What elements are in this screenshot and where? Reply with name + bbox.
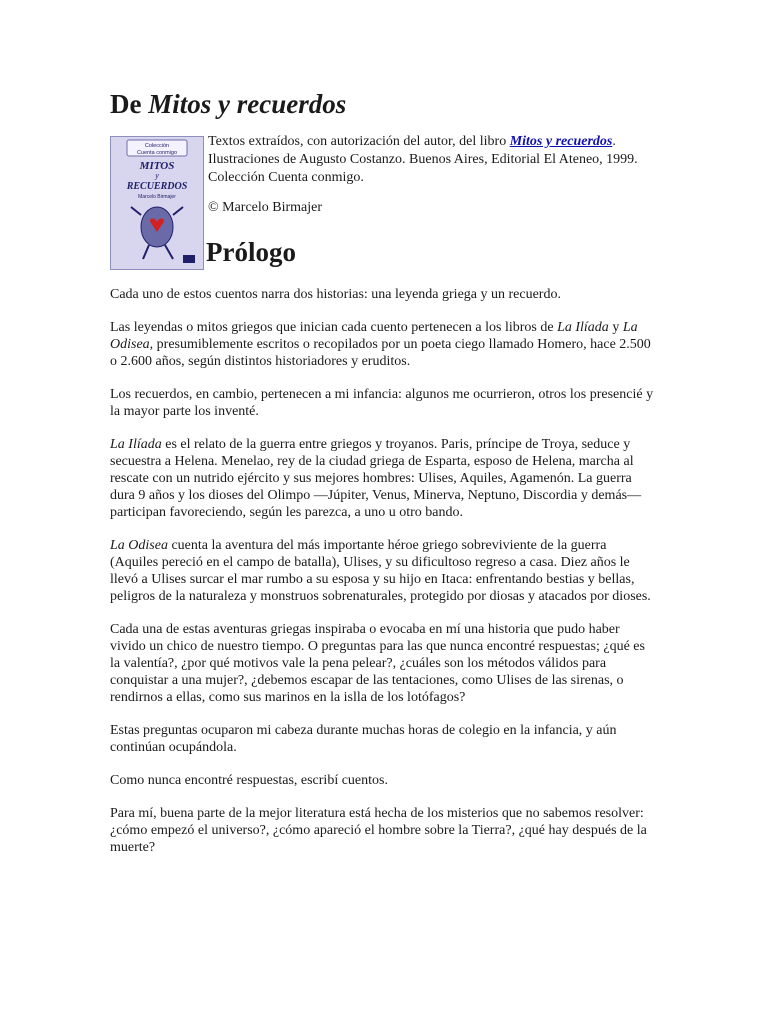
- page-title: [110, 86, 655, 122]
- paragraph-9: Para mí, buena parte de la mejor literatura está hecha de los misterios que no sabemos resolver: ¿cómo empezó el universo?, ¿cómo apareció el hombre sobre la Tierra?, ¿qué hay después de la muerte?: [110, 806, 647, 855]
- section-heading-prologo: Prólogo: [206, 237, 296, 267]
- intro-credits: [208, 133, 668, 187]
- intro-text-prefix: Textos extraídos, con autorización del autor, del libro: [208, 134, 510, 149]
- book-cover-illustration: [111, 137, 203, 269]
- document-page: [110, 86, 655, 872]
- paragraph-2-text-a: Las leyendas o mitos griegos que inician cada cuento pertenecen a los libros de: [110, 320, 558, 335]
- cover-author: Marcelo Birmajer: [138, 194, 176, 200]
- cover-title-line1: MITOS: [139, 160, 175, 172]
- book-link[interactable]: Mitos y recuerdos: [509, 134, 613, 149]
- paragraph-4: [110, 436, 655, 521]
- paragraph-5-text: cuenta la aventura del más importante héroe griego sobreviviente de la guerra (Aquiles pereció en el campo de batalla), Ulises, y su dificultoso regreso a casa. Diez años le llevó a Ulises surcar el mar rumbo a su esposa y su hijo en Itaca: enfrentando bestias y bellas, peligros de la naturaleza y monstruos sobrenaturales, protegido por diosas y atacados por dioses.: [110, 538, 651, 604]
- book-name-odisea: La Odisea: [110, 538, 168, 553]
- book-name-iliada: La Ilíada: [557, 320, 609, 335]
- cover-collection-label: Colección: [144, 143, 170, 149]
- intro-block: [110, 136, 655, 272]
- cover-title-line2: y: [155, 171, 159, 180]
- paragraph-1: Cada uno de estos cuentos narra dos historias: una leyenda griega y un recuerdo.: [110, 287, 561, 302]
- intro-text: [208, 133, 668, 217]
- paragraph-2: [110, 319, 655, 370]
- paragraph-6: Cada una de estas aventuras griegas inspiraba o evocaba en mí una historia que pudo haber vivido un chico de nuestro tiempo. O preguntas para las que nunca encontré respuestas; ¿qué es la valentía?, ¿por qué motivos vale la pena pelear?, ¿cuáles son los métodos válidos para conquistar a una mujer?, ¿debemos escapar de las tentaciones, como Ulises de las sirenas, o rendirnos a ellas, como sus marinos en la islla de los lotófagos?: [110, 622, 645, 705]
- intro-text-suffix: . Ilustraciones de Augusto Costanzo. Buenos Aires, Editorial El Ateneo, 1999. Colección Cuenta conmigo.: [208, 134, 638, 185]
- paragraph-8: Como nunca encontré respuestas, escribí cuentos.: [110, 773, 388, 788]
- prologue-body: [110, 286, 655, 856]
- cover-title-line3: RECUERDOS: [126, 181, 188, 192]
- paragraph-2-text-b: y: [608, 320, 623, 335]
- book-name-odisea: La Odisea: [110, 320, 638, 352]
- cover-series-label: Cuenta conmigo: [136, 150, 178, 156]
- book-name-iliada: La Ilíada: [110, 437, 162, 452]
- paragraph-7: Estas preguntas ocuparon mi cabeza durante muchas horas de colegio en la infancia, y aún continúan ocupándola.: [110, 723, 617, 755]
- paragraph-4-text: es el relato de la guerra entre griegos y troyanos. Paris, príncipe de Troya, seduce y secuestra a Helena. Menelao, rey de la ciudad griega de Esparta, esposo de Helena, marcha al rescate con un nutrido ejército y sus mejores hombres: Ulises, Aquiles, Agamenón. La guerra dura 9 años y los dioses del Olimpo —Júpiter, Venus, Minerva, Neptuno, Discordia y demás— participan favoreciendo, según les parezca, a uno u otro bando.: [110, 437, 642, 520]
- book-cover-image: [110, 136, 204, 270]
- copyright-line: © Marcelo Birmajer: [208, 200, 323, 215]
- title-book-name: Mitos y recuerdos: [148, 89, 347, 119]
- title-prefix: De: [110, 89, 142, 119]
- paragraph-5: [110, 537, 655, 605]
- paragraph-3: Los recuerdos, en cambio, pertenecen a mi infancia: algunos me ocurrieron, otros los presencié y la mayor parte los inventé.: [110, 387, 654, 419]
- paragraph-2-text-c: , presumiblemente escritos o recopilados por un poeta ciego llamado Homero, hace 2.500 o 2.600 años, según distintos historiadores y eruditos.: [110, 337, 651, 369]
